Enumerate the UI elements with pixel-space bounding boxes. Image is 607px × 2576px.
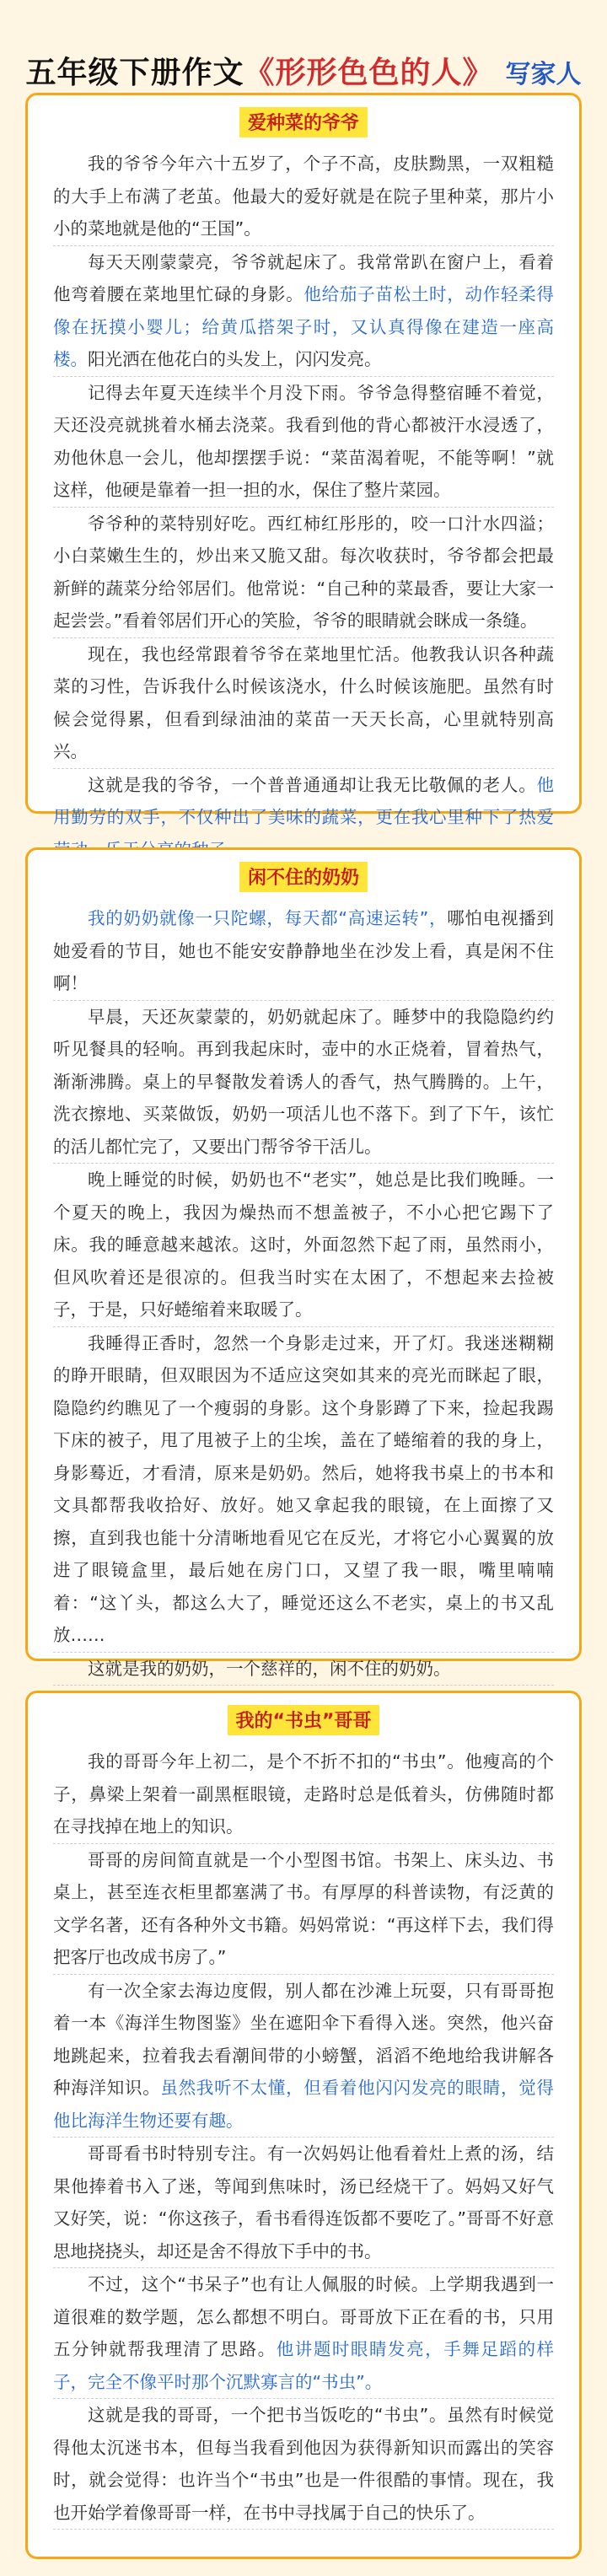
paragraph-text: 哥哥的房间简直就是一个小型图书馆。书架上、床头边、书桌上，甚至连衣柜里都塞满了书。有厚厚的科普读物，有泛黄的文学名著，还有各种外文书籍。妈妈常说：“再这样下去，我们得把客厅也改成书房了。” [53, 1849, 554, 1967]
essay-title [28, 1705, 579, 1735]
essay-paragraph [53, 1327, 554, 1653]
essay-paragraph [53, 1653, 554, 1686]
essay-title-label: 我的“书虫”哥哥 [228, 1705, 380, 1735]
paragraph-text: 我的哥哥今年上初二，是个不折不扣的“书虫”。他瘦高的个子，鼻梁上架着一副黑框眼镜，走路时总是低着头，仿佛随时都在寻找掉在地上的知识。 [53, 1751, 554, 1837]
highlighted-sentence: 他讲题时眼睛发亮，手舞足蹈的样子，完全不像平时那个沉默寡言的“书虫”。 [53, 2339, 555, 2392]
essay-body [53, 148, 554, 867]
header [0, 0, 607, 105]
paragraph-text: 这就是我的奶奶，一个慈祥的，闲不住的奶奶。 [88, 1658, 451, 1679]
essay-paragraph [53, 1844, 554, 1975]
paragraph-text: 爷爷种的菜特别好吃。西红柿红彤彤的，咬一口汁水四溢；小白菜嫩生生的，炒出来又脆又甜。每次收获时，爷爷都会把最新鲜的蔬菜分给邻居们。他常说：“自己种的菜最香，要让大家一起尝尝。”看着邻居们开心的笑脸，爷爷的眼睛就会眯成一条缝。 [53, 513, 554, 631]
essay-paragraph [53, 902, 554, 1001]
essay-title-label: 闲不住的奶奶 [239, 862, 368, 892]
essay-card-grandpa [25, 93, 582, 827]
title-genre: 写家人 [505, 60, 582, 89]
highlighted-sentence: 他给茄子苗松土时，动作轻柔得像在抚摸小婴儿；给黄瓜搭架子时，又认真得像在建造一座高楼。 [53, 284, 555, 369]
paragraph-text: 哪怕电视播到她爱看的节目，她也不能安安静静地坐在沙发上看，真是闲不住啊！ [53, 908, 554, 993]
essay-paragraph [53, 1975, 554, 2138]
essay-paragraph [53, 2268, 554, 2399]
paragraph-text: 哥哥看书时特别专注。有一次妈妈让他看着灶上煮的汤，结果他捧着书入了迷，等闻到焦味时，汤已经烧干了。妈妈又好气又好笑，说：“你这孩子，看书看得连饭都不要吃了。”哥哥不好意思地挠挠头，却还是舍不得放下手中的书。 [53, 2143, 554, 2261]
essay-paragraph [53, 638, 554, 769]
essay-paragraph [53, 377, 554, 508]
essay-title [28, 862, 579, 892]
paragraph-text: 我睡得正香时，忽然一个身影走过来，开了灯。我迷迷糊糊的睁开眼睛，但双眼因为不适应这突如其来的亮光而眯起了眼，隐隐约约瞧见了一个瘦弱的身影。这个身影蹲了下来，捡起我踢下床的被子，甩了甩被子上的尘埃，盖在了蜷缩着的我的身上，身影蓦近，才看清，原来是奶奶。然后，她将我书桌上的书本和文具都帮我收拾好、放好。她又拿起我的眼镜，在上面擦了又擦，直到我也能十分清晰地看见它在反光，才将它小心翼翼的放进了眼镜盒里，最后她在房门口，又望了我一眼，嘴里喃喃着：“这丫头，都这么大了，睡觉还这么不老实，桌上的书又乱放…… [53, 1332, 554, 1645]
paragraph-text: 有一次全家去海边度假，别人都在沙滩上玩耍，只有哥哥抱着一本《海洋生物图鉴》坐在遮阳伞下看得入迷。突然，他兴奋地跳起来，拉着我去看潮间带的小螃蟹，滔滔不绝地给我讲解各种海洋知识。 [53, 1980, 554, 2098]
page-title [0, 49, 607, 92]
paragraph-text: 晚上睡觉的时候，奶奶也不“老实”，她总是比我们晚睡。一个夏天的晚上，我因为燥热而不想盖被子，不小心把它踢下了床。我的睡意越来越浓。这时，外面忽然下起了雨，虽然雨小，但风吹着还是很凉的。但我当时实在太困了，不想起来去捡被子，于是，只好蜷缩着来取暖了。 [53, 1170, 554, 1320]
essay-body [53, 1745, 554, 2530]
paragraph-text: 阳光洒在他花白的头发上，闪闪发亮。 [88, 349, 382, 369]
title-main: 五年级下册作文 [25, 56, 244, 90]
essay-card-grandma [25, 847, 582, 1679]
paragraph-text: 这就是我的哥哥，一个把书当饭吃的“书虫”。虽然有时候觉得他太沉迷书本，但每当我看到他因为获得新知识而露出的笑容时，就会觉得：也许当个“书虫”也是一件很酷的事情。现在，我也开始学着像哥哥一样，在书中寻找属于自己的快乐了。 [53, 2405, 554, 2523]
essay-paragraph [53, 246, 554, 377]
essay-title-label: 爱种菜的爷爷 [239, 107, 368, 137]
paragraph-text: 每天天刚蒙蒙亮，爷爷就起床了。我常常趴在窗户上，看着他弯着腰在菜地里忙碌的身影。 [53, 251, 554, 304]
essay-paragraph [53, 1164, 554, 1327]
essay-paragraph [53, 1001, 554, 1164]
paragraph-text: 这就是我的爷爷，一个普普通通却让我无比敬佩的老人。 [88, 774, 537, 795]
paragraph-text: 记得去年夏天连续半个月没下雨。爷爷急得整宿睡不着觉，天还没亮就挑着水桶去浇菜。我看到他的背心都被汗水浸透了，劝他休息一会儿，他却摆摆手说：“菜苗渴着呢，不能等啊！”就这样，他硬是靠着一担一担的水，保住了整片菜园。 [53, 382, 554, 500]
highlighted-sentence: 他用勤劳的双手，不仅种出了美味的蔬菜，更在我心里种下了热爱 [53, 774, 554, 827]
title-topic: 《形形色色的人》 [244, 56, 494, 90]
paragraph-text: 现在，我也经常跟着爷爷在菜地里忙活。他教我认识各种蔬菜的习性，告诉我什么时候该浇水，什么时候该施肥。虽然有时候会觉得累，但看到绿油油的菜苗一天天长高，心里就特别高兴。 [53, 643, 554, 761]
essay-paragraph [53, 148, 554, 246]
essay-paragraph [53, 2399, 554, 2530]
essay-body [53, 902, 554, 1686]
paragraph-text: 不过，这个“书呆子”也有让人佩服的时候。上学期我遇到一道很难的数学题，怎么都想不明白。哥哥放下正在看的书，只用五分钟就帮我理清了思路。 [53, 2274, 554, 2359]
essay-paragraph [53, 508, 554, 638]
highlighted-sentence: 我的奶奶就像一只陀螺，每天都“高速运转”， [88, 908, 448, 928]
paragraph-text: 早晨，天还灰蒙蒙的，奶奶就起床了。睡梦中的我隐隐约约听见餐具的轻响。再到我起床时，壶中的水正烧着，冒着热气，渐渐沸腾。桌上的早餐散发着诱人的香气，热气腾腾的。上午，洗衣擦地、买菜做饭，奶奶一项活儿也不落下。到了下午，该忙的活儿都忙完了，又要出门帮爷爷干活儿。 [53, 1006, 554, 1157]
essay-paragraph [53, 1745, 554, 1844]
essay-paragraph [53, 2138, 554, 2268]
essay-card-brother [25, 1691, 582, 2559]
essay-title [28, 107, 579, 137]
paragraph-text: 我的爷爷今年六十五岁了，个子不高，皮肤黝黑，一双粗糙的大手上布满了老茧。他最大的爱好就是在院子里种菜，那片小小的菜地就是他的“王国”。 [53, 153, 554, 239]
highlighted-sentence: 虽然我听不太懂，但看着他闪闪发亮的眼睛，觉得他比海洋生物还要有趣。 [53, 2078, 555, 2131]
